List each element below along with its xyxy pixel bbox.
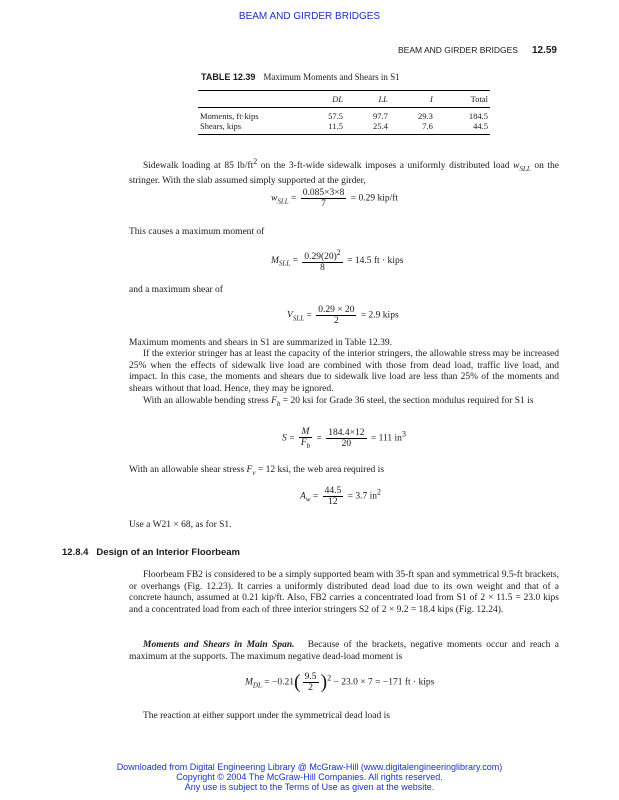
symbol: V — [287, 310, 293, 321]
equals: = — [292, 255, 298, 266]
superscript: 3 — [401, 429, 406, 439]
running-head — [398, 45, 557, 56]
footer-download-link[interactable]: Downloaded from Digital Engineering Library @ McGraw-Hill (www.digitalengineeringlibrary.com) — [116, 762, 503, 772]
subscript: SLL — [277, 197, 289, 206]
symbol: S — [282, 433, 287, 444]
denominator-text: F — [300, 438, 307, 448]
paragraph-exterior-stringer: If the exterior stringer has at least the capacity of the interior stringers, the allowable stress may be increased 25% when the effects of sidewalk live load are combined with those from dead load, traffic live load, and impact. In this case, the moments and shears due to sidewalk live load are less than 25% of the moments and shears without that load. Hence, they may be ignored. — [129, 349, 559, 394]
text-run: on the 3-ft-wide sidewalk imposes a uniformly distributed load — [257, 161, 514, 172]
fraction — [303, 672, 319, 693]
result: = 3.7 in — [347, 491, 377, 502]
numerator — [302, 248, 342, 263]
table-header-cell: Total — [435, 91, 490, 108]
table-header-cell: LL — [345, 91, 390, 108]
equation-vsll — [287, 305, 399, 326]
table-header-row — [198, 91, 490, 108]
equation-msll — [271, 248, 403, 273]
numerator-text: 0.29(20) — [304, 252, 337, 263]
footer-terms-link[interactable]: Any use is subject to the Terms of Use as given at the website. — [184, 782, 435, 792]
table-row — [198, 121, 490, 135]
symbol: M — [271, 255, 279, 266]
fraction — [316, 305, 356, 326]
symbol: A — [300, 491, 306, 502]
numerator — [299, 427, 312, 438]
subscript: SLL — [278, 259, 291, 268]
equation-term: = −0.21 — [264, 677, 294, 688]
denominator: 8 — [320, 263, 325, 274]
moments-shears-table — [198, 90, 490, 135]
table-cell: 29.3 — [417, 111, 433, 121]
paragraph-moment-intro: This causes a maximum moment of — [129, 227, 265, 237]
equation-mdl: $M_{DL} = -0.21$( $\frac{9.5}{2}$ )$^2$ − 23.0 × 7 = −171 ft · kips — [245, 671, 435, 693]
numerator: 44.5 — [324, 486, 342, 496]
subscript: b — [276, 399, 281, 408]
fraction — [299, 427, 312, 450]
equals: = — [312, 491, 319, 502]
table-caption-text: Maximum Moments and Shears in S1 — [263, 72, 400, 82]
paragraph-reaction: The reaction at either support under the symmetrical dead load is — [143, 711, 390, 721]
result: = 14.5 ft · kips — [347, 255, 404, 266]
superscript: 2 — [253, 157, 258, 166]
numerator: 0.29 × 20 — [318, 305, 355, 315]
paragraph-floorbeam: Floorbeam FB2 is considered to be a simply supported beam with 35-ft span and symmetrical 9.5-ft brackets, or overhangs (Fig. 12.23). It carries a uniformly distributed dead load due to its own weight and that of a concrete haunch, assumed at 0.21 kip/ft. Also, FB2 carries a concentrated load from S1 of 2 × 11.5 = 23.0 kips and a concentrated load from each of three interior stringers S2 of 2 × 9.2 = 18.4 kips (Fig. 12.24). — [129, 570, 559, 615]
paragraph-summary: Maximum moments and shears in S1 are summarized in Table 12.39. — [129, 338, 392, 348]
fraction — [323, 486, 344, 507]
paragraph-use-w21: Use a W21 × 68, as for S1. — [129, 520, 232, 530]
fraction — [302, 248, 342, 273]
paragraph-bending-stress: With an allowable bending stress $F_b = 20$ ksi for Grade 36 steel, the section modulus required for S1 is — [143, 396, 534, 408]
symbol: M — [245, 677, 253, 688]
denominator — [299, 438, 312, 450]
superscript: 2 — [376, 487, 381, 497]
equation-wsll — [271, 188, 398, 209]
section-number: 12.8.4 — [62, 547, 89, 558]
denominator: 20 — [341, 438, 352, 449]
subscript: DL — [252, 681, 262, 690]
text-run: = 12 ksi, the web area required is — [255, 465, 385, 475]
subscript: v — [252, 468, 256, 477]
paragraph-shear-intro: and a maximum shear of — [129, 285, 223, 295]
denominator: 2 — [333, 316, 339, 326]
symbol: w — [271, 193, 278, 204]
text-run: With an allowable shear stress — [129, 465, 247, 475]
numerator: 0.085×3×8 — [302, 188, 345, 198]
equation-web-area — [300, 486, 381, 507]
equals: = — [316, 433, 322, 444]
equals: = — [291, 193, 297, 204]
table-cell: 25.4 — [345, 121, 390, 135]
subscript: b — [306, 441, 311, 450]
numerator: 184.4×12 — [328, 427, 365, 438]
denominator: 2 — [308, 683, 313, 693]
equation-section-modulus — [282, 427, 406, 450]
paragraph-main-span — [129, 640, 559, 663]
run-in-heading: Moments and Shears in Main Span. — [143, 640, 295, 650]
table-caption — [201, 72, 400, 82]
table-number: TABLE 12.39 — [201, 72, 256, 82]
section-title: Design of an Interior Floorbeam — [96, 547, 240, 558]
footer-copyright: Copyright © 2004 The McGraw-Hill Companies. All rights reserved. — [176, 772, 443, 782]
subscript: w — [305, 495, 311, 504]
table-cell: 11.5 — [300, 121, 345, 135]
running-head-title: BEAM AND GIRDER BRIDGES — [398, 45, 518, 55]
denominator: 7 — [321, 199, 326, 209]
fraction — [326, 428, 366, 449]
footer — [0, 762, 619, 792]
subscript: SLL — [292, 314, 305, 323]
fraction — [301, 188, 347, 209]
result: = 111 in — [370, 433, 402, 444]
equals: = — [306, 310, 312, 321]
text-run: on the stringer. With the slab assumed simply supported at the girder, — [129, 161, 559, 186]
superscript: 2 — [327, 673, 332, 683]
text-run: Sidewalk loading at 85 lb/ft — [143, 161, 254, 172]
table-cell: 7.6 — [390, 121, 435, 135]
section-heading — [62, 547, 240, 558]
result: = 2.9 kips — [360, 310, 399, 321]
text-run: With an allowable bending stress — [143, 396, 272, 406]
page-number: 12.59 — [531, 45, 557, 56]
text-run: Because of the brackets, negative moments occur and reach a maximum at the supports. The maximum negative dead-load moment is — [129, 640, 560, 662]
paragraph-shear-stress: With an allowable shear stress $F_v = 12$ ksi, the web area required is — [129, 465, 385, 477]
paragraph-sidewalk-loading — [129, 156, 559, 187]
result: = 0.29 kip/ft — [350, 193, 399, 204]
table-cell: 97.7 — [373, 111, 388, 121]
table-header-cell — [198, 91, 300, 108]
symbol: w — [513, 161, 520, 172]
table-cell: 184.5 — [468, 111, 488, 121]
equals: = — [289, 433, 295, 444]
numerator-text: M — [301, 427, 310, 437]
denominator: 12 — [328, 497, 338, 507]
table-header-cell: I — [390, 91, 435, 108]
superscript: 2 — [336, 248, 341, 257]
table-cell: Shears, kips — [198, 121, 300, 135]
table-cell: Moments, ft·kips — [200, 111, 259, 121]
table-header-cell: DL — [300, 91, 345, 108]
text-run: = 20 ksi for Grade 36 steel, the section modulus required for S1 is — [280, 396, 534, 406]
table-row — [198, 108, 490, 122]
table-cell: 44.5 — [435, 121, 490, 135]
result: − 23.0 × 7 = −171 ft · kips — [333, 677, 435, 688]
numerator: 9.5 — [304, 672, 317, 682]
table-cell: 57.5 — [328, 111, 343, 121]
subscript: SLL — [519, 165, 531, 174]
banner-title: BEAM AND GIRDER BRIDGES — [238, 11, 381, 22]
